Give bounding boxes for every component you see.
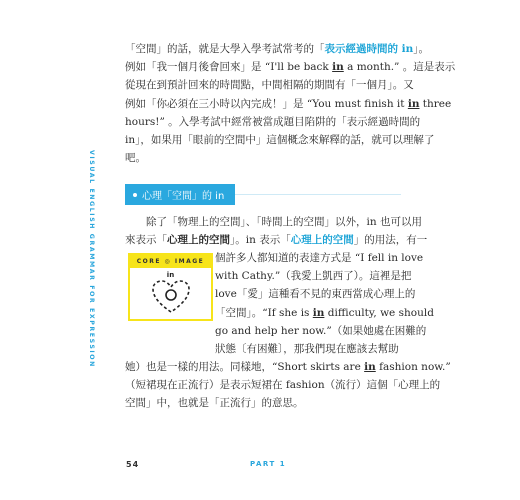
highlight-phrase: 心理上的空間 [290,234,354,247]
section-rule [235,194,401,195]
underlined-in: in [312,306,325,319]
text-line: 個許多人都知道的表達方式是 “I fell in love [215,252,424,264]
intro-paragraph [125,213,428,249]
text-line: 「空間」。“If she is in difficulty, we should [215,306,434,319]
underlined-in: in [364,361,376,373]
highlight-phrase: 表示經過時間的 in [324,43,414,55]
core-image-box [128,253,213,321]
text-line: 例如「我一個月後會回來」是 “I'll be back in a month.” 。這是表示 [125,61,456,74]
wrap-paragraph [215,249,434,358]
text-line: love「愛」這種看不見的東西當成心理上的 [215,288,416,301]
spine-title: VISUAL ENGLISH GRAMMAR FOR EXPRESSION [88,150,95,368]
bottom-paragraph [125,358,451,413]
core-image-label: in [166,271,175,279]
text-line: 她）也是一樣的用法。同樣地，“Short skirts are in fashion now.” [125,361,451,373]
text-line: go and help her now.”（如果她處在困難的 [215,324,427,337]
text-line: in」，如果用「眼前的空間中」這個概念來解釋的話，就可以理解了 [125,134,435,147]
text-line: 「空間」的話，就是大學入學考試常考的「表示經過時間的 in」。 [125,43,430,55]
bold-phrase: 心理上的空間 [167,234,230,247]
text-line: 例如「你必須在三小時以內完成！」是 “You must finish it in three [125,97,452,110]
text-line: 從現在到預計回來的時間點，中間相隔的期間有「一個月」。又 [125,79,414,92]
section-title: 心理「空間」的 in [142,191,225,202]
bullet-dot [133,193,137,197]
underlined-in: in [407,97,420,110]
underlined-in: in [332,61,344,74]
text-line: （短裙現在正流行）是表示短裙在 fashion（流行）這個「心理上的 [125,379,441,392]
text-line: 除了「物理上的空間」、「時間上的空間」以外，in 也可以用 [146,216,422,228]
text-line: 吧。 [125,152,146,165]
page-number: 54 [126,460,140,469]
text-line: 空間」中，也就是「正流行」的意思。 [125,397,304,410]
section-heading [125,184,235,205]
text-line: with Cathy.”（我愛上凱西了）。這裡是把 [215,270,412,283]
text-line: hours!” 。入學考試中經常被當成題目陷阱的「表示經過時間的 [125,115,421,128]
part-label: PART 1 [250,460,287,468]
core-image-header: CORE ◎ IMAGE [130,255,211,268]
dashed-heart-icon [150,279,192,315]
text-line: 來表示「心理上的空間」。in 表示「心理上的空間」的用法，有一 [125,234,428,247]
top-paragraph [125,40,456,167]
text-line: 狀態〔有困難〕，那我們現在應該去幫助 [215,343,399,356]
